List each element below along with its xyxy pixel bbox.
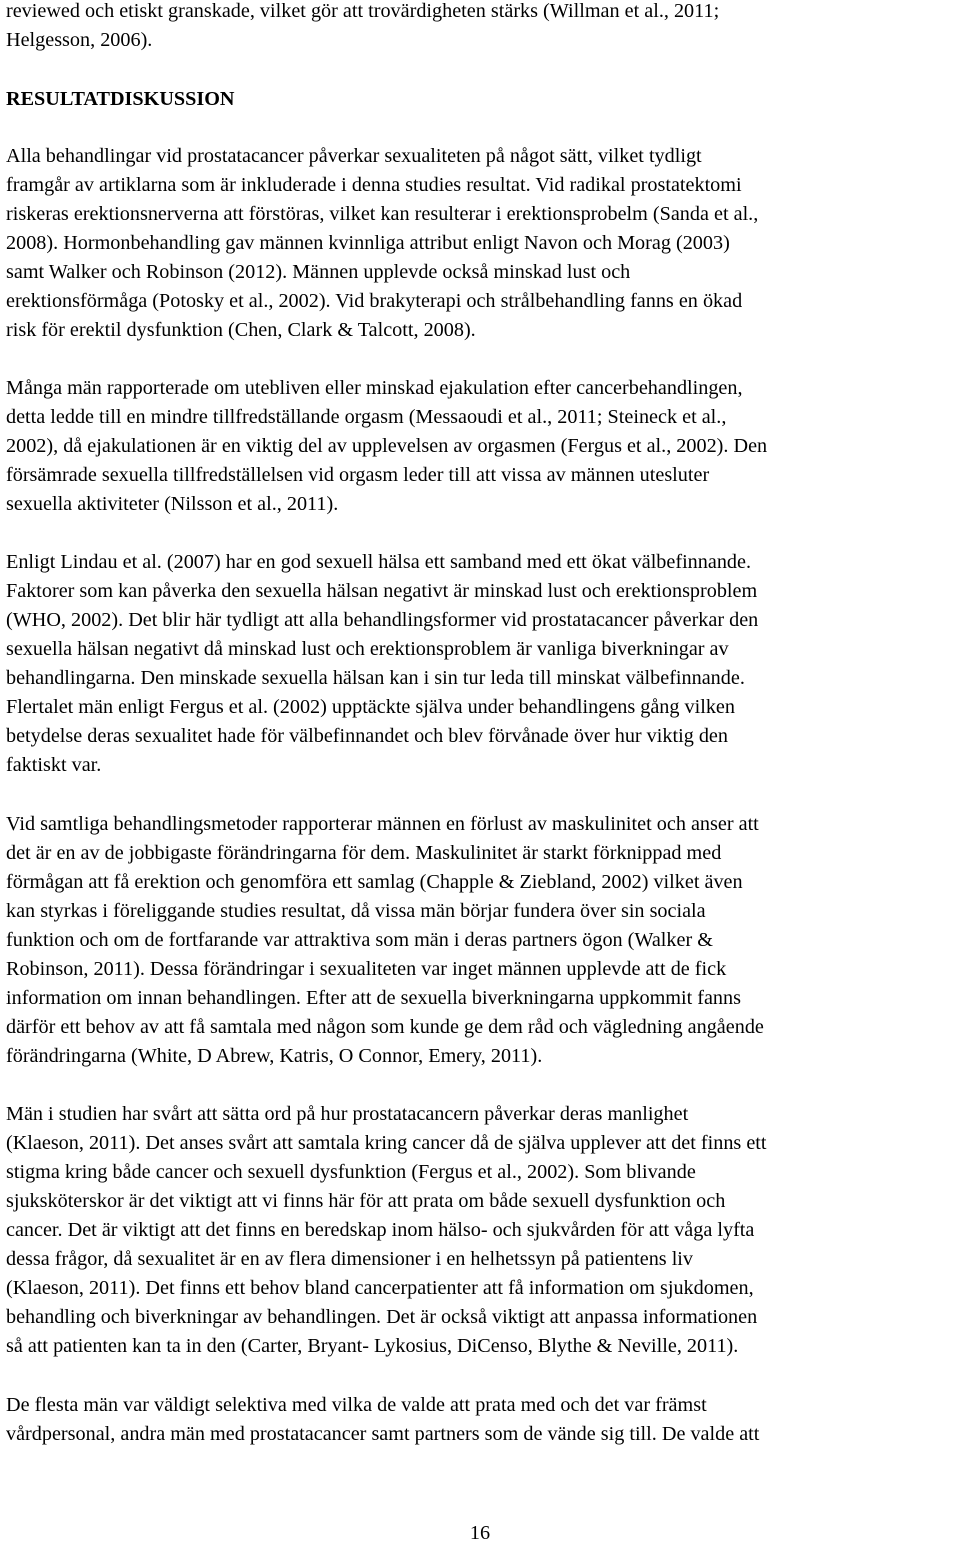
text-line: Män i studien har svårt att sätta ord på hur prostatacancern påverkar deras manlighet bbox=[6, 1103, 689, 1125]
text-line: 2002), då ejakulationen är en viktig del av upplevelsen av orgasmen (Fergus et al., 2002). Den bbox=[6, 435, 768, 457]
page-number: 16 bbox=[469, 1522, 491, 1544]
text-line: förmågan att få erektion och genomföra ett samlag (Chapple & Ziebland, 2002) vilket även bbox=[6, 871, 743, 893]
text-line: det är en av de jobbigaste förändringarna för dem. Maskulinitet är starkt förknippad med bbox=[6, 842, 722, 864]
text-line: försämrade sexuella tillfredställelsen vid orgasm leder till att vissa av männen utesluter bbox=[6, 464, 710, 486]
text-line: behandling och biverkningar av behandlingen. Det är också viktigt att anpassa informationen bbox=[6, 1306, 758, 1328]
text-line: sexuella hälsan negativt då minskad lust och erektionsproblem är vanliga biverkningar av bbox=[6, 638, 729, 660]
section-heading: RESULTATDISKUSSION bbox=[6, 88, 235, 110]
text-line: detta ledde till en mindre tillfredställande orgasm (Messaoudi et al., 2011; Steineck et al., bbox=[6, 406, 727, 428]
text-line: funktion och om de fortfarande var attraktiva som män i deras partners ögon (Walker & bbox=[6, 929, 713, 951]
text-line: Många män rapporterade om utebliven eller minskad ejakulation efter cancerbehandlingen, bbox=[6, 377, 743, 399]
text-line: De flesta män var väldigt selektiva med vilka de valde att prata med och det var främst bbox=[6, 1394, 707, 1416]
text-line: framgår av artiklarna som är inkluderade i denna studies resultat. Vid radikal prostatektomi bbox=[6, 174, 742, 196]
text-line: sjuksköterskor är det viktigt att vi finns här för att prata om både sexuell dysfunktion och bbox=[6, 1190, 726, 1212]
text-line: reviewed och etiskt granskade, vilket gör att trovärdigheten stärks (Willman et al., 2011; bbox=[6, 0, 720, 22]
text-line: Faktorer som kan påverka den sexuella hälsan negativt är minskad lust och erektionsproblem bbox=[6, 580, 758, 602]
text-line: sexuella aktiviteter (Nilsson et al., 2011). bbox=[6, 493, 339, 515]
text-line: erektionsförmåga (Potosky et al., 2002). Vid brakyterapi och strålbehandling fanns en ökad bbox=[6, 290, 743, 312]
text-line: (Klaeson, 2011). Det finns ett behov bland cancerpatienter att få information om sjukdomen, bbox=[6, 1277, 754, 1299]
text-line: (WHO, 2002). Det blir här tydligt att alla behandlingsformer vid prostatacancer påverkar den bbox=[6, 609, 759, 631]
text-line: samt Walker och Robinson (2012). Männen upplevde också minskad lust och bbox=[6, 261, 631, 283]
text-line: riskeras erektionsnerverna att förstöras, vilket kan resulterar i erektionsprobelm (Sanda et al., bbox=[6, 203, 759, 225]
text-line: Vid samtliga behandlingsmetoder rapporterar männen en förlust av maskulinitet och anser att bbox=[6, 813, 759, 835]
text-line: information om innan behandlingen. Efter att de sexuella biverkningarna uppkommit fanns bbox=[6, 987, 741, 1009]
text-line: cancer. Det är viktigt att det finns en beredskap inom hälso- och sjukvården för att våga lyfta bbox=[6, 1219, 755, 1241]
text-line: Flertalet män enligt Fergus et al. (2002) upptäckte själva under behandlingens gång vilken bbox=[6, 696, 735, 718]
text-line: 2008). Hormonbehandling gav männen kvinnliga attribut enligt Navon och Morag (2003) bbox=[6, 232, 730, 254]
text-line: vårdpersonal, andra män med prostatacancer samt partners som de vände sig till. De valde att bbox=[6, 1423, 760, 1445]
text-line: risk för erektil dysfunktion (Chen, Clark & Talcott, 2008). bbox=[6, 319, 476, 341]
text-line: Robinson, 2011). Dessa förändringar i sexualiteten var inget männen upplevde att de fick bbox=[6, 958, 727, 980]
text-line: dessa frågor, då sexualitet är en av flera dimensioner i en helhetssyn på patientens liv bbox=[6, 1248, 694, 1270]
text-line: Alla behandlingar vid prostatacancer påverkar sexualiteten på något sätt, vilket tydligt bbox=[6, 145, 702, 167]
text-line: betydelse deras sexualitet hade för välbefinnandet och blev förvånade över hur viktig den bbox=[6, 725, 728, 747]
text-line: förändringarna (White, D Abrew, Katris, O Connor, Emery, 2011). bbox=[6, 1045, 543, 1067]
text-line: därför ett behov av att få samtala med någon som kunde ge dem råd och vägledning angående bbox=[6, 1016, 764, 1038]
text-line: Helgesson, 2006). bbox=[6, 29, 153, 51]
text-line: stigma kring både cancer och sexuell dysfunktion (Fergus et al., 2002). Som blivande bbox=[6, 1161, 696, 1183]
text-line: Enligt Lindau et al. (2007) har en god sexuell hälsa ett samband med ett ökat välbefinnande. bbox=[6, 551, 752, 573]
text-line: (Klaeson, 2011). Det anses svårt att samtala kring cancer då de själva upplever att det finns ett bbox=[6, 1132, 767, 1154]
text-line: faktiskt var. bbox=[6, 754, 102, 776]
text-line: behandlingarna. Den minskade sexuella hälsan kan i sin tur leda till minskat välbefinnande. bbox=[6, 667, 745, 689]
text-line: kan styrkas i föreliggande studies resultat, då vissa män börjar fundera över sin sociala bbox=[6, 900, 706, 922]
text-line: så att patienten kan ta in den (Carter, Bryant- Lykosius, DiCenso, Blythe & Neville, 2011). bbox=[6, 1335, 739, 1357]
